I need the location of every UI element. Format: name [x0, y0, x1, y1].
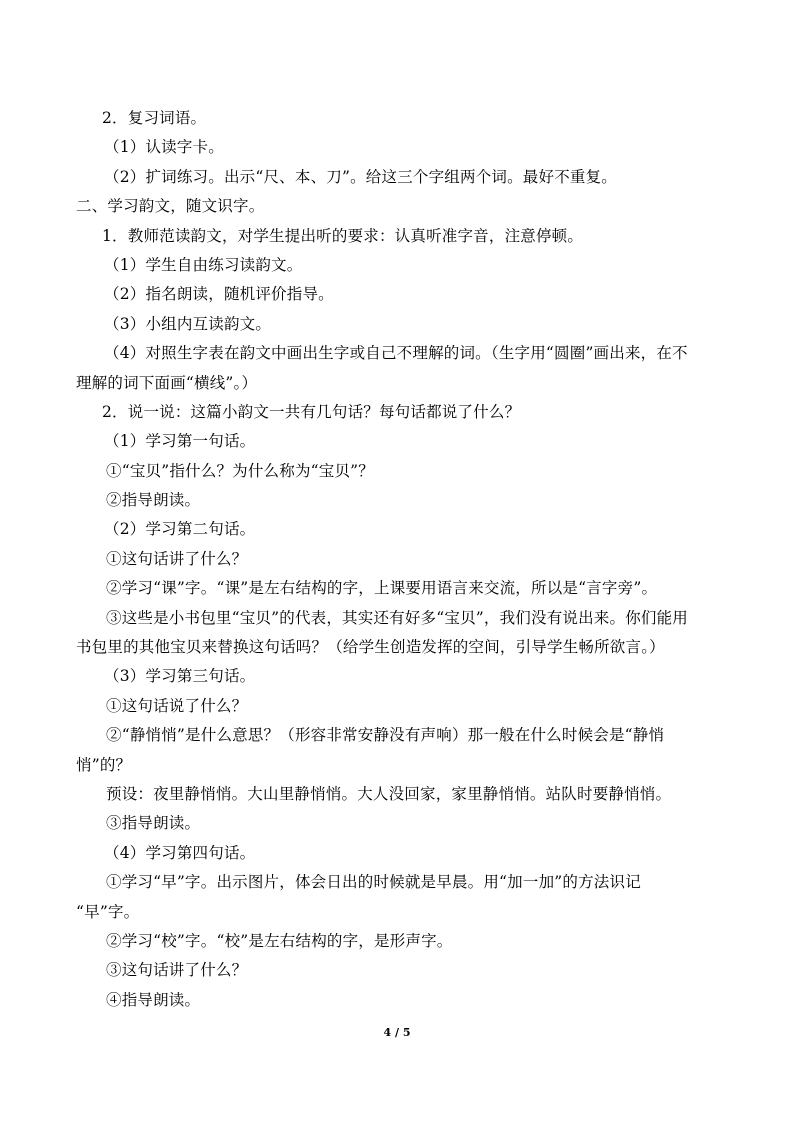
- text-line: （3）小组内互读韵文。: [104, 314, 272, 333]
- text-line: ③这句话讲了什么？: [106, 961, 248, 980]
- document-body: [76, 104, 716, 1015]
- text-line: 预设：夜里静悄悄。大山里静悄悄。大人没回家，家里静悄悄。站队时要静悄悄。: [106, 784, 672, 803]
- text-line: ②指导朗读。: [106, 491, 201, 510]
- text-line: ①“宝贝”指什么？为什么称为“宝贝”？: [106, 461, 374, 480]
- text-line: ②学习“校”字。“校”是左右结构的字，是形声字。: [106, 931, 453, 950]
- text-line: ④指导朗读。: [106, 990, 201, 1009]
- text-line: 2．说一说：这篇小韵文一共有几句话？每句话都说了什么？: [102, 402, 521, 421]
- text-line: （3）学习第三句话。: [104, 667, 256, 686]
- text-line: 1．教师范读韵文，对学生提出听的要求：认真听准字音，注意停顿。: [102, 226, 584, 245]
- page-number: 4 / 5: [383, 1026, 411, 1039]
- text-line: ①这句话说了什么？: [106, 696, 248, 715]
- text-line: 书包里的其他宝贝来替换这句话吗？（给学生创造发挥的空间，引导学生畅所欲言。）: [76, 638, 665, 657]
- text-line: （1）学生自由练习读韵文。: [104, 255, 303, 274]
- text-line: ①这句话讲了什么？: [106, 549, 248, 568]
- text-line: 理解的词下面画“横线”。）: [76, 373, 258, 392]
- text-line: ③指导朗读。: [106, 814, 201, 833]
- text-line: （2）扩词练习。出示“尺、本、刀”。给这三个字组两个词。最好不重复。: [104, 167, 618, 186]
- text-line: （4）对照生字表在韵文中画出生字或自己不理解的词。（生字用“圆圈”画出来，在不: [104, 344, 688, 363]
- text-line: （2）学习第二句话。: [104, 520, 256, 539]
- text-line: 2．复习词语。: [102, 109, 207, 127]
- text-line: ③这些是小书包里“宝贝”的代表，其实还有好多“宝贝”，我们没有说出来。你们能用: [106, 608, 688, 627]
- text-line: 悄”的？: [76, 755, 132, 774]
- text-line: 二、学习韵文，随文识字。: [76, 197, 265, 216]
- text-line: ②学习“课”字。“课”是左右结构的字，上课要用语言来交流，所以是“言字旁”。: [106, 579, 658, 598]
- text-line: ①学习“早”字。出示图片，体会日出的时候就是早晨。用“加一加”的方法识记: [106, 873, 641, 892]
- text-line: （2）指名朗读，随机评价指导。: [104, 285, 334, 304]
- text-line: （1）认读字卡。: [104, 138, 224, 157]
- text-line: （1）学习第一句话。: [104, 432, 256, 451]
- text-line: （4）学习第四句话。: [104, 843, 256, 862]
- text-line: “早”字。: [76, 902, 140, 921]
- text-line: ②“静悄悄”是什么意思？（形容非常安静没有声响）那一般在什么时候会是“静悄: [106, 726, 665, 745]
